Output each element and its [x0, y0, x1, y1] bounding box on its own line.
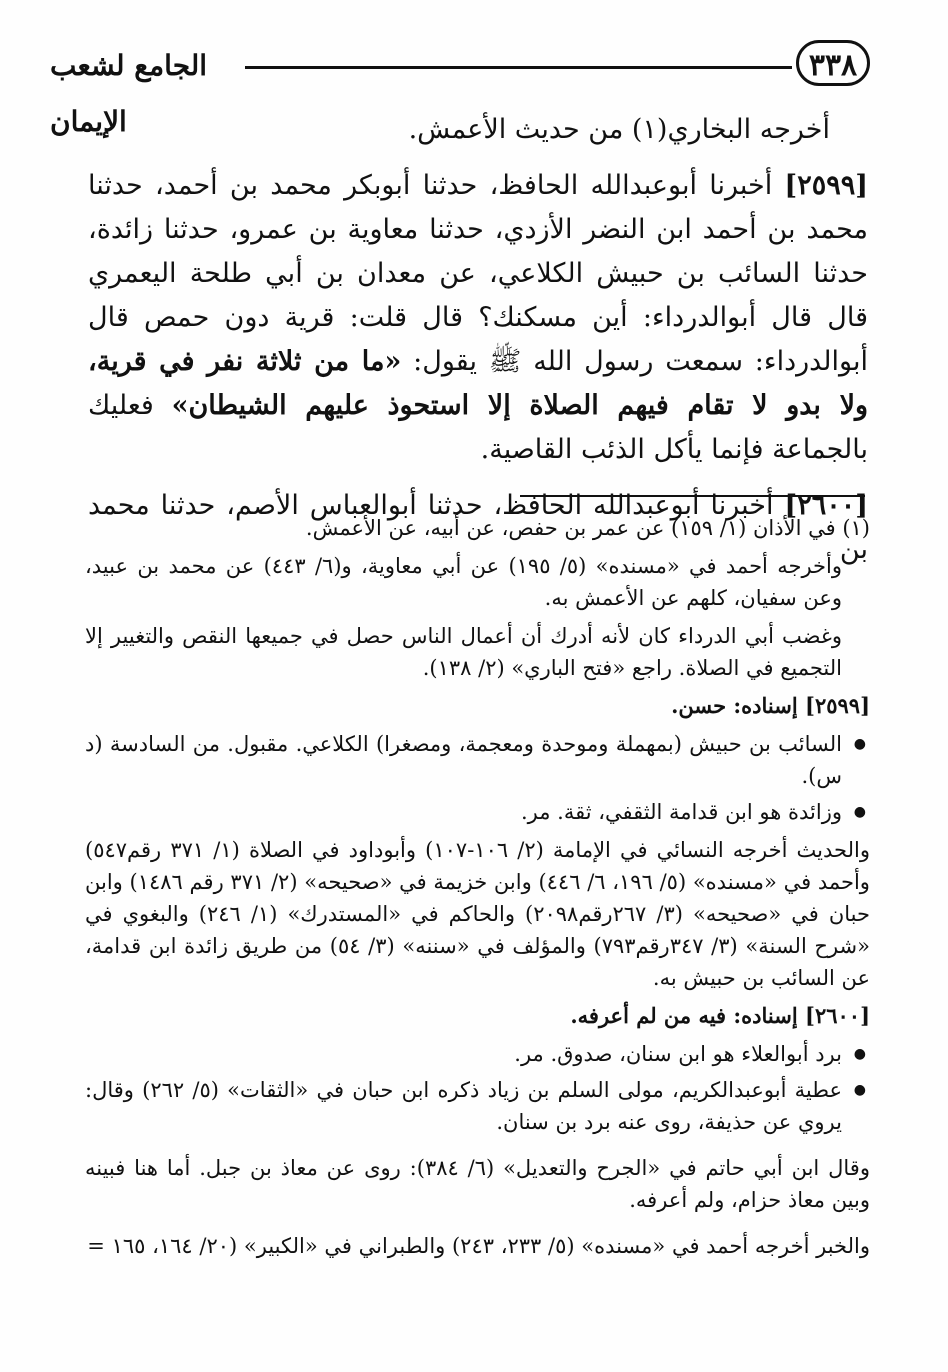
header-rule: [245, 66, 792, 69]
hadith-chain: أخبرنا أبوعبدالله الحافظ، حدثنا أبوالعباس الأصم، حدثنا محمد بن: [88, 490, 868, 565]
footnotes: [85, 512, 870, 1268]
list-item: ● السائب بن حبيش (بمهملة وموحدة ومعجمة، ومصغرا) الكلاعي. مقبول. من السادسة (د س).: [85, 728, 870, 792]
paragraph-intro: أخرجه البخاري(١) من حديث الأعمش.: [408, 114, 830, 145]
main-text: [88, 108, 868, 572]
page-number: ٣٣٨: [796, 40, 870, 86]
list-item: ● وزائدة هو ابن قدامة الثقفي، ثقة. مر.: [85, 796, 870, 828]
footnote-1-continued: وأخرجه أحمد في «مسنده» (٥/ ١٩٥) عن أبي معاوية، و(٦/ ٤٤٣) عن محمد بن عبيد، وعن سفيان، كلهم عن الأعمش به.: [85, 554, 842, 610]
hadith-number: [٢٥٩٩]: [784, 170, 868, 201]
hadith-quote: «ما من ثلاثة نفر في قرية، ولا بدو لا تقام فيهم الصلاة إلا استحوذ عليهم الشيطان»: [88, 346, 868, 421]
footnote-divider: [520, 495, 865, 497]
note-2600-takhrij: والخبر أخرجه أحمد في «مسنده» (٥/ ٢٣٣، ٢٤٣) والطبراني في «الكبير» (٢٠/ ١٦٤، ١٦٥ =: [87, 1234, 870, 1258]
hadith-chain: أخبرنا أبوعبدالله الحافظ، حدثنا أبوبكر محمد بن أحمد، حدثنا محمد بن أحمد ابن النضر الأزدي، حدثنا معاوية بن عمرو، حدثنا زائدة، حدثنا السائب بن حبيش الكلاعي، عن معدان بن أبي طلحة اليعمري قال قال أبوالدرداء: أين مسكنك؟ قال قلت: قرية دون حمص قال أبوالدرداء: سمعت رسول الله ﷺ يقول:: [88, 170, 868, 377]
hadith-2599: [88, 164, 868, 472]
list-item: ● برد أبوالعلاء هو ابن سنان، صدوق. مر.: [85, 1038, 870, 1070]
note-2599-list: [85, 728, 870, 828]
hadith-ending: فعليك بالجماعة فإنما يأكل الذئب القاصية.: [88, 390, 868, 465]
list-item: ● عطية أبوعبدالكريم، مولى السلم بن زياد ذكره ابن حبان في «الثقات» (٥/ ٢٦٢) وقال: يروي عن حذيفة، روى عنه برد بن سنان.: [85, 1074, 870, 1138]
footnote-1: (١) في الأذان (١/ ١٥٩) عن عمر بن حفص، عن أبيه، عن الأعمش.: [305, 516, 870, 540]
footnote-1-remark: وغضب أبي الدرداء كان لأنه أدرك أن أعمال الناس حصل في جميعها النقص والتغيير إلا التجميع في الصلاة. راجع «فتح الباري» (٢/ ١٣٨).: [85, 624, 842, 680]
note-2599-heading: [٢٥٩٩] إسناده: حسن.: [671, 693, 870, 718]
note-2600-heading: [٢٦٠٠] إسناده: فيه من لم أعرفه.: [570, 1003, 870, 1028]
note-2599-takhrij: والحديث أخرجه النسائي في الإمامة (٢/ ١٠٦-١٠٧) وأبوداود في الصلاة (١/ ٣٧١ رقم٥٤٧) وأحمد في «مسنده» (٥/ ١٩٦، ٦/ ٤٤٦) وابن خزيمة في «صحيحه» (٢/ ٣٧١ رقم ١٤٨٦) وابن حبان في «صحيحه» (٣/ ٢٦٧رقم٢٠٩٨) والحاكم في «المستدرك» (١/ ٢٤٦) والبغوي في «شرح السنة» (٣/ ٣٤٧رقم٧٩٣) والمؤلف في «سننه» (٣/ ٥٤) من طريق زائدة ابن قدامة، عن السائب بن حبيش به.: [85, 838, 871, 990]
note-2600-list: [85, 1038, 870, 1138]
book-title: الجامع لشعب الإيمان: [50, 49, 208, 138]
note-2600-remark: وقال ابن أبي حاتم في «الجرح والتعديل» (٦/ ٣٨٤): روى عن معاذ بن جبل. أما هنا فبينه وبين معاذ حزام، ولم أعرفه.: [85, 1156, 870, 1212]
hadith-number: [٢٦٠٠]: [784, 490, 868, 521]
